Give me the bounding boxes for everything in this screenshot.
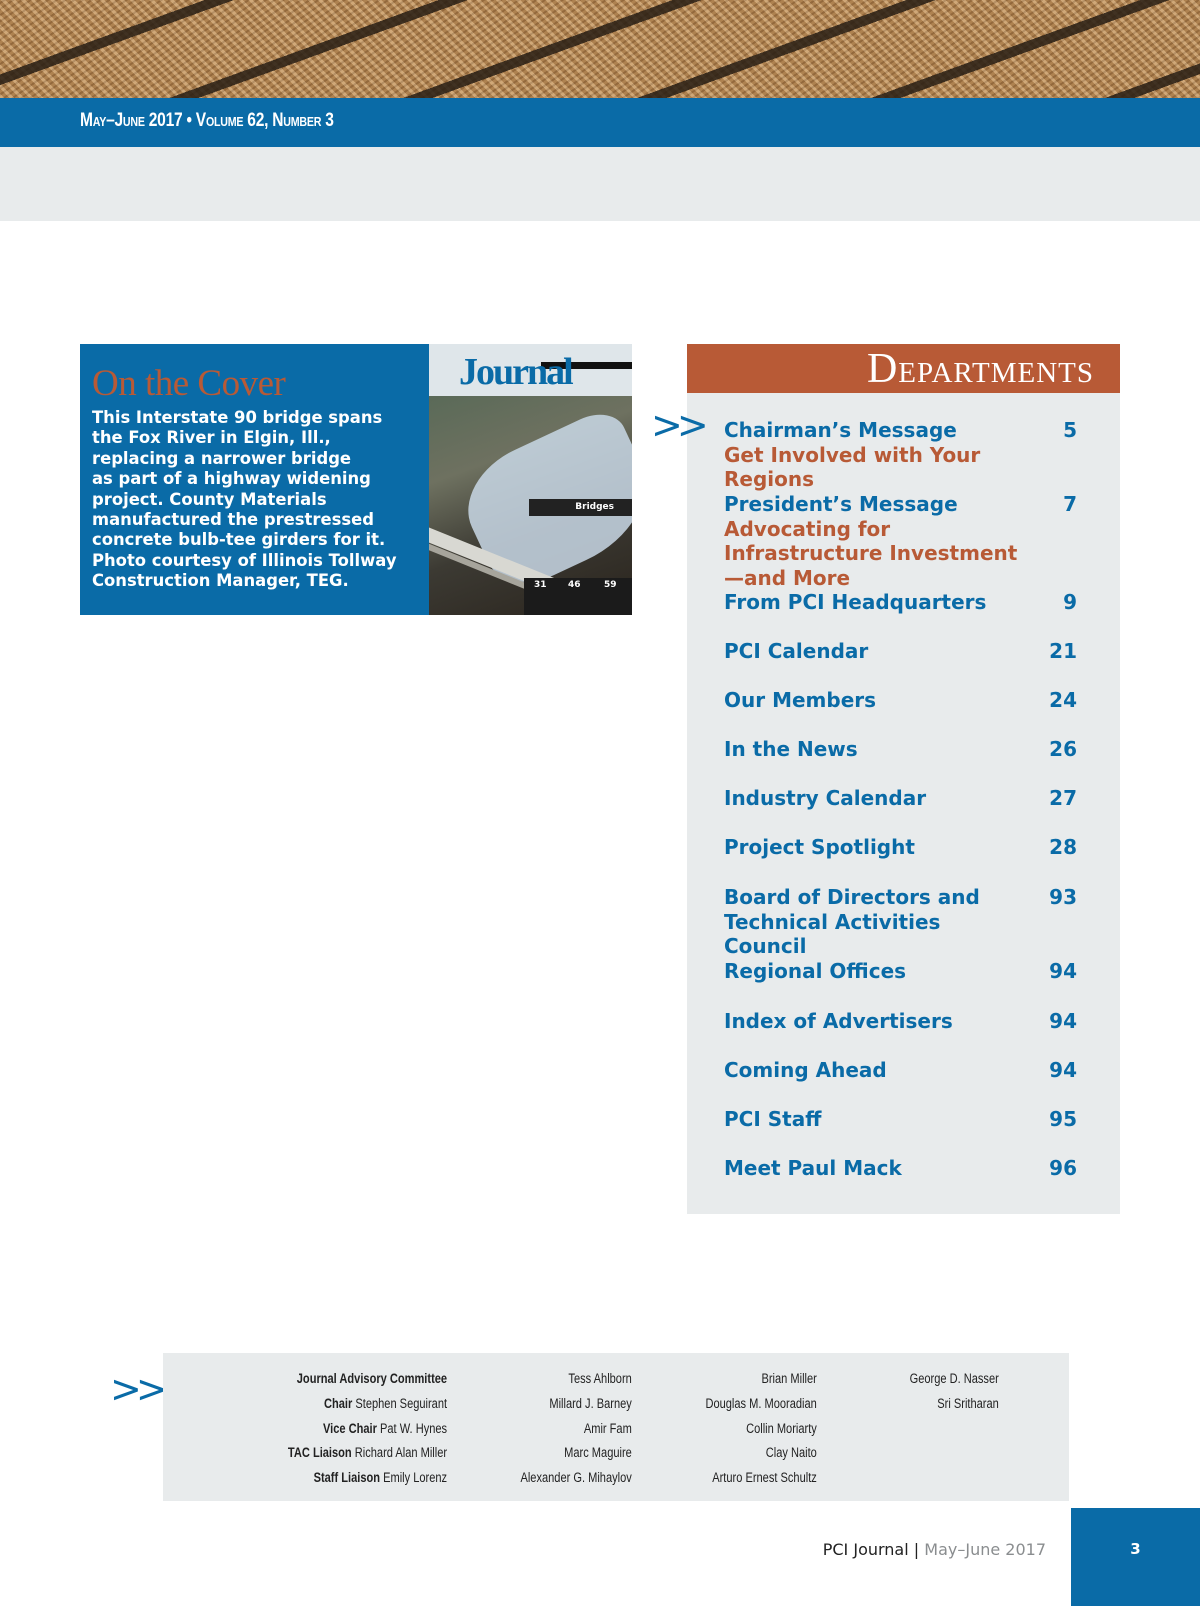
department-label: In the News (724, 737, 858, 761)
department-label: PCI Calendar (724, 639, 869, 663)
committee-member: Alexander G. Mihaylov (520, 1470, 632, 1486)
department-item-chairmans-message[interactable] (724, 418, 1077, 492)
committee-heading: Journal Advisory Committee (296, 1371, 447, 1386)
cover-text-line: replacing a narrower bridge (92, 448, 352, 468)
cover-text-line: project. County Materials (92, 489, 327, 509)
page-number-box (1071, 1508, 1200, 1606)
department-label: Meet Paul Mack (724, 1156, 902, 1180)
footer-date: May–June 2017 (924, 1540, 1046, 1559)
department-page: 21 (1049, 639, 1077, 663)
footer-separator: | (913, 1540, 920, 1559)
thumbnail-page-number: 59 (604, 580, 617, 590)
cover-text-line: Construction Manager, TEG. (92, 571, 349, 591)
cover-text-line: Photo courtesy of Illinois Tollway (92, 550, 397, 570)
header-grey-band (0, 147, 1200, 221)
department-page: 94 (1049, 959, 1077, 983)
header-photo (0, 0, 1200, 98)
footer-journal-name: PCI Journal (822, 1540, 909, 1559)
department-item-pci-calendar[interactable] (724, 639, 1077, 664)
department-page: 9 (1063, 590, 1077, 614)
department-label: PCI Staff (724, 1107, 822, 1131)
committee-members-column (496, 1367, 632, 1491)
department-label: Board of Directors and Technical Activities Council (724, 885, 980, 958)
department-item-coming-ahead[interactable] (724, 1058, 1077, 1083)
committee-member: Sri Sritharan (937, 1395, 999, 1411)
department-page: 94 (1049, 1058, 1077, 1082)
committee-role: Chair Stephen Seguirant (323, 1395, 447, 1411)
cover-text-line: manufactured the prestressed (92, 510, 374, 530)
department-label: Industry Calendar (724, 786, 927, 810)
committee-member: Millard J. Barney (549, 1395, 632, 1411)
department-item-our-members[interactable] (724, 688, 1077, 713)
department-page: 28 (1049, 835, 1077, 859)
issue-bar (0, 98, 1200, 147)
committee-member: Tess Ahlborn (568, 1371, 632, 1386)
department-page: 27 (1049, 786, 1077, 810)
department-subtitle: Advocating for Infrastructure Investment—and More (724, 516, 1018, 590)
department-subtitle: Get Involved with Your Regions (724, 442, 981, 491)
cover-description (92, 408, 422, 592)
committee-member: Douglas M. Mooradian (705, 1395, 817, 1411)
department-page: 94 (1049, 1009, 1077, 1033)
committee-role: Vice Chair Pat W. Hynes (322, 1420, 447, 1436)
cover-thumbnail-image (429, 344, 632, 615)
department-item-project-spotlight[interactable] (724, 835, 1077, 860)
committee-members-column (681, 1367, 817, 1491)
footer-journal-date (823, 1540, 1046, 1559)
committee-roles-column (253, 1367, 447, 1491)
department-page: 7 (1063, 492, 1077, 516)
committee-role: Staff Liaison Emily Lorenz (313, 1470, 447, 1486)
thumbnail-page-number: 31 (534, 580, 547, 590)
cover-text-line: concrete bulb-tee girders for it. (92, 530, 386, 550)
on-the-cover-box (80, 344, 632, 615)
department-item-presidents-message[interactable] (724, 492, 1077, 590)
committee-member: Collin Moriarty (746, 1420, 817, 1436)
double-chevron-icon: >> (651, 403, 703, 447)
double-chevron-icon: >> (110, 1367, 162, 1411)
department-label: Coming Ahead (724, 1058, 887, 1082)
committee-member: George D. Nasser (909, 1371, 999, 1386)
department-label: President’s Message (724, 492, 958, 516)
committee-members-column (890, 1367, 999, 1417)
committee-member: Arturo Ernest Schultz (712, 1470, 817, 1486)
thumbnail-page-number: 46 (568, 580, 581, 590)
cover-text-line: the Fox River in Elgin, Ill., (92, 428, 331, 448)
department-label: From PCI Headquarters (724, 590, 987, 614)
department-label: Regional Offices (724, 959, 907, 983)
department-item-industry-calendar[interactable] (724, 786, 1077, 811)
department-label: Project Spotlight (724, 835, 915, 859)
thumbnail-contents-strip (524, 578, 632, 615)
department-page: 93 (1049, 885, 1077, 909)
department-item-from-pci-headquarters[interactable] (724, 590, 1077, 615)
department-page: 24 (1049, 688, 1077, 712)
cover-title: On the Cover (92, 363, 286, 404)
department-page: 95 (1049, 1107, 1077, 1131)
department-item-board-of-directors[interactable] (724, 885, 1077, 959)
committee-member: Amir Fam (584, 1420, 632, 1436)
department-item-meet-paul-mack[interactable] (724, 1156, 1077, 1181)
department-item-in-the-news[interactable] (724, 737, 1077, 762)
department-label: Our Members (724, 688, 877, 712)
department-item-index-of-advertisers[interactable] (724, 1009, 1077, 1034)
thumbnail-masthead (429, 344, 632, 396)
journal-advisory-committee (163, 1353, 1069, 1501)
cover-text-line: This Interstate 90 bridge spans (92, 408, 383, 427)
cover-text-line: as part of a highway widening (92, 469, 371, 489)
departments-title: Departments (866, 346, 1094, 392)
issue-line: May–June 2017 • Volume 62, Number 3 (80, 110, 334, 131)
committee-role: TAC Liaison Richard Alan Miller (287, 1445, 447, 1461)
thumbnail-section-label: Bridges (529, 499, 632, 516)
department-label: Index of Advertisers (724, 1009, 953, 1033)
department-item-regional-offices[interactable] (724, 959, 1077, 984)
departments-header (687, 344, 1120, 393)
department-label: Chairman’s Message (724, 418, 957, 442)
thumbnail-journal-logo: Journal (459, 351, 572, 393)
department-page: 96 (1049, 1156, 1077, 1180)
department-page: 5 (1063, 418, 1077, 442)
committee-member: Brian Miller (761, 1371, 817, 1386)
department-item-pci-staff[interactable] (724, 1107, 1077, 1132)
page-number: 3 (1130, 1540, 1141, 1558)
committee-member: Clay Naito (765, 1445, 817, 1461)
department-page: 26 (1049, 737, 1077, 761)
committee-member: Marc Maguire (564, 1445, 632, 1461)
